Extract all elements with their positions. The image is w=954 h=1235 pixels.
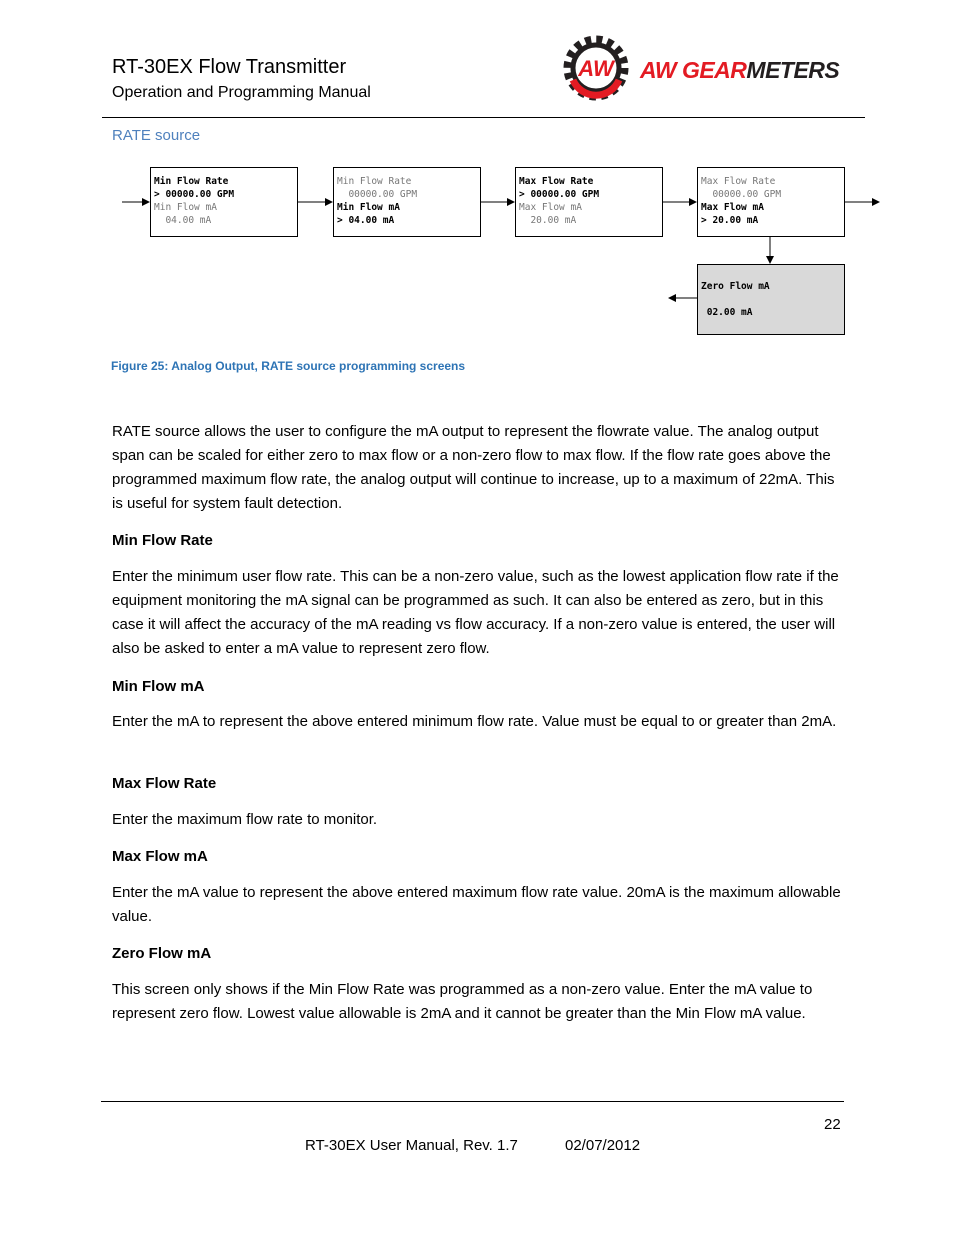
lcd-line: Max Flow Rate [519, 176, 594, 187]
lcd-line: Min Flow mA [154, 202, 217, 213]
lcd-line: 00000.00 GPM [337, 189, 418, 200]
figure-caption: Figure 25: Analog Output, RATE source programming screens [111, 359, 466, 373]
lcd-line: Min Flow Rate [337, 176, 412, 187]
lcd-line: Max Flow Rate [701, 176, 776, 187]
lcd-line: Max Flow mA [519, 202, 582, 213]
flow-arrows [0, 0, 954, 360]
lcd-line: Zero Flow mA [701, 281, 770, 292]
footer-document-name: RT-30EX User Manual, Rev. 1.7 [305, 1137, 518, 1154]
paragraph-max-flow-ma: Enter the mA value to represent the above entered maximum flow rate value. 20mA is the maximum allowable value. [112, 884, 841, 925]
section-heading: RATE source [112, 127, 201, 144]
paragraph-max-flow-rate: Enter the maximum flow rate to monitor. [112, 811, 378, 828]
intro-paragraph: RATE source allows the user to configure the mA output to represent the flowrate value. The analog output span can be scaled for either zero to max flow or a non-zero flow to max flow. If the flow rate goes above the programmed maximum flow rate, the analog output will continue to increase, up to a maximum of 22mA. This is useful for system fault detection. [112, 423, 835, 512]
logo-word-aw: AW [640, 57, 677, 83]
paragraph-min-flow-ma: Enter the mA to represent the above entered minimum flow rate. Value must be equal to or greater than 2mA. [112, 713, 837, 730]
lcd-line: Max Flow mA [701, 202, 764, 213]
lcd-line: > 04.00 mA [337, 215, 395, 226]
paragraph-zero-flow-ma: This screen only shows if the Min Flow Rate was programmed as a non-zero value. Enter the mA value to represent zero flow. Lowest value allowable is 2mA and it cannot be greater than the Min Flow mA value. [112, 981, 813, 1022]
logo-word-gear: GEAR [681, 57, 747, 83]
footer-date: 02/07/2012 [565, 1137, 641, 1154]
paragraph-min-flow-rate: Enter the minimum user flow rate. This can be a non-zero value, such as the lowest application flow rate if the equipment monitoring the mA signal can be programmed as such. It can also be entered as zero, but in this case it will affect the accuracy of the mA reading vs flow accuracy. If a non-zero value is entered, the user will also be asked to enter a mA value to represent zero flow. [112, 568, 839, 657]
footer-divider [101, 1101, 844, 1102]
lcd-line: 20.00 mA [519, 215, 577, 226]
lcd-line: > 00000.00 GPM [154, 189, 235, 200]
document-subtitle: Operation and Programming Manual [112, 84, 371, 101]
document-title: RT-30EX Flow Transmitter [112, 56, 347, 78]
lcd-line: > 00000.00 GPM [519, 189, 600, 200]
heading-max-flow-ma: Max Flow mA [112, 848, 208, 865]
page-number: 22 [824, 1116, 841, 1133]
logo-mark: AW [578, 56, 614, 81]
lcd-line: > 20.00 mA [701, 215, 759, 226]
lcd-line: 00000.00 GPM [701, 189, 782, 200]
lcd-line: 04.00 mA [154, 215, 212, 226]
lcd-line: 02.00 mA [701, 307, 753, 318]
lcd-line: Min Flow mA [337, 202, 400, 213]
heading-min-flow-ma: Min Flow mA [112, 678, 205, 695]
logo-word-meters: METERS [746, 57, 840, 83]
heading-zero-flow-ma: Zero Flow mA [112, 945, 212, 962]
lcd-line: Min Flow Rate [154, 176, 229, 187]
heading-min-flow-rate: Min Flow Rate [112, 532, 213, 549]
heading-max-flow-rate: Max Flow Rate [112, 775, 217, 792]
